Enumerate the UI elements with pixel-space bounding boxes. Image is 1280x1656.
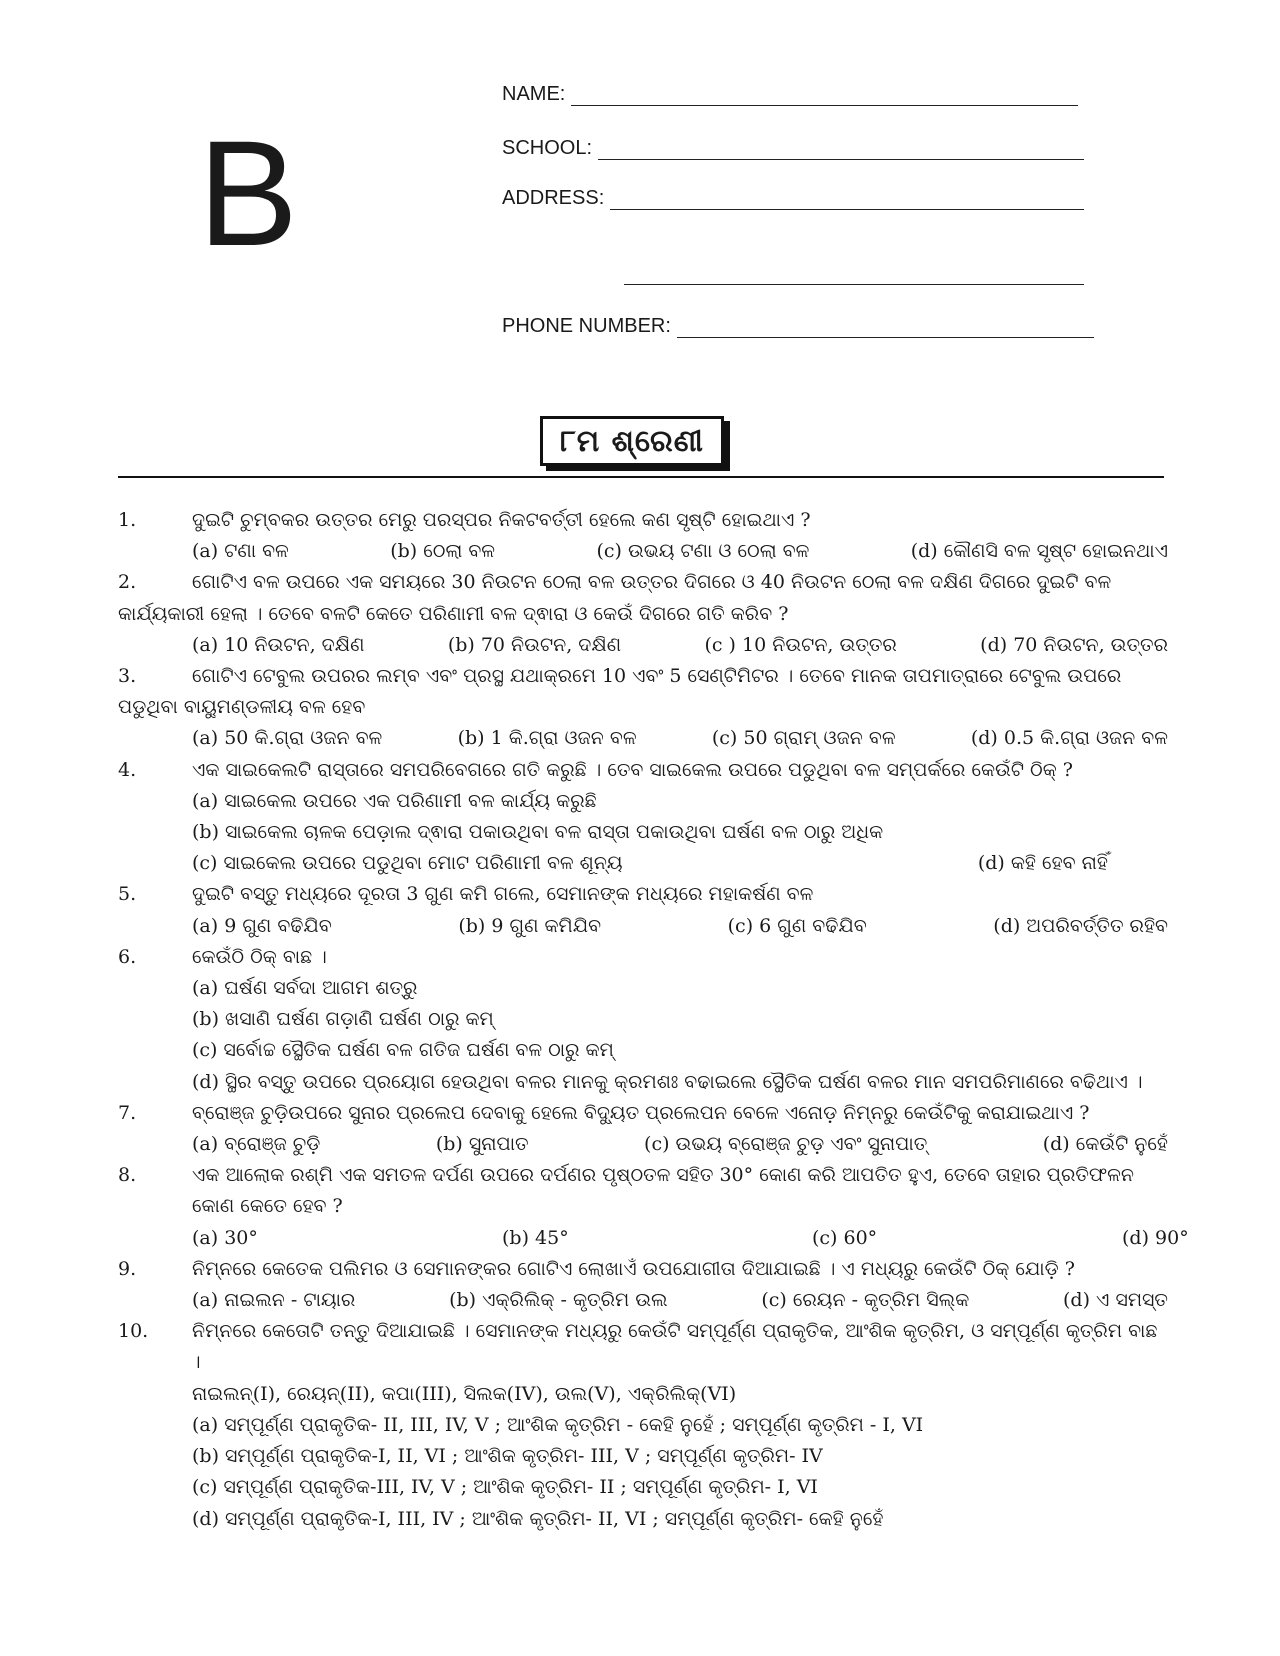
question-text: ଗୋଟିଏ ଟେବୁଲ ଉପରର ଲମ୍ବ ଏବଂ ପ୍ରସ୍ଥ ଯଥାକ୍ରମେ 10 ଏବଂ 5 ସେଣ୍ଟିମିଟର । ତେବେ ମାନକ ତାପମାତ୍ରାରେ ଟେବୁଲ ଉପରେ ପଡୁଥିବା ବାୟୁମଣ୍ଡଳୀୟ ବଳ ହେବ bbox=[118, 665, 1122, 719]
option-c: (c) ସମ୍ପୂର୍ଣ୍ଣ ପ୍ରାକୃତିକ-III, IV, V ; ଆଂଶିକ କୃତ୍ରିମ- II ; ସମ୍ପୂର୍ଣ୍ଣ କୃତ୍ରିମ- I, VI bbox=[192, 1476, 818, 1499]
question-number: 3. bbox=[118, 665, 137, 688]
option-c: (c ) 10 ନିଉଟନ, ଉତ୍ତର bbox=[704, 633, 897, 656]
question bbox=[118, 879, 1168, 941]
name-label: NAME: bbox=[502, 83, 566, 105]
school-label: SCHOOL: bbox=[502, 137, 593, 159]
question-text: ଦୁଇଟି ଚୁମ୍ବକର ଉତ୍ତର ମେରୁ ପରସ୍ପର ନିକଟବର୍ତ୍ତୀ ହେଲେ କଣ ସୃଷ୍ଟି ହୋଇଥାଏ ? bbox=[192, 509, 811, 531]
option-row bbox=[192, 723, 1168, 754]
option-a: (a) 50 କି.ଗ୍ରା ଓଜନ ବଳ bbox=[192, 727, 383, 750]
option-a: (a) ନାଇଲନ - ଟାୟାର bbox=[192, 1289, 356, 1312]
option-b: (b) ଏକ୍ରିଲିକ୍ - କୃତ୍ରିମ ଉଲ bbox=[449, 1289, 668, 1312]
question bbox=[118, 1160, 1189, 1254]
option-b: (b) ସମ୍ପୂର୍ଣ୍ଣ ପ୍ରାକୃତିକ-I, II, VI ; ଆଂଶିକ କୃତ୍ରିମ- III, V ; ସମ୍ପୂର୍ଣ୍ଣ କୃତ୍ରିମ- IV bbox=[192, 1445, 823, 1468]
option-c: (c) ରେୟନ - କୃତ୍ରିମ ସିଲ୍କ bbox=[761, 1289, 970, 1312]
question-text: ଗୋଟିଏ ବଳ ଉପରେ ଏକ ସମୟରେ 30 ନିଉଟନ ଠେଲା ବଳ ଉତ୍ତର ଦିଗରେ ଓ 40 ନିଉଟନ ଠେଲା ବଳ ଦକ୍ଷିଣ ଦିଗରେ ଦୁଇଟି ବଳ କାର୍ଯ୍ୟକାରୀ ହେଲା । ତେବେ ବଳଟି କେତେ ପରିଣାମୀ ବଳ ଦ୍ଵାରା ଓ କେଉଁ ଦିଗରେ ଗତି କରିବ ? bbox=[118, 571, 1112, 625]
question bbox=[118, 1098, 1168, 1160]
question bbox=[118, 942, 1168, 1098]
option-b: (b) ସାଇକେଲ ଚାଳକ ପେଡ଼ାଲ ଦ୍ଵାରା ପକାଉଥିବା ବଳ ରାସ୍ତା ପକାଉଥିବା ଘର୍ଷଣ ବଳ ଠାରୁ ଅଧିକ bbox=[192, 821, 884, 844]
question bbox=[118, 505, 1168, 567]
question-number: 7. bbox=[118, 1101, 137, 1124]
question-number: 9. bbox=[118, 1257, 137, 1280]
option-row bbox=[192, 848, 1168, 879]
option-d: (d) 0.5 କି.ଗ୍ରା ଓଜନ ବଳ bbox=[970, 727, 1168, 750]
question-number: 6. bbox=[118, 945, 137, 968]
option-b: (b) ଖସାଣି ଘର୍ଷଣ ଗଡ଼ାଣି ଘର୍ଷଣ ଠାରୁ କମ୍ bbox=[192, 1008, 494, 1031]
question bbox=[118, 755, 1168, 880]
fibre-list: ନାଇଲନ୍(I), ରେୟନ୍(II), କପା(III), ସିଲକ(IV), ଉଲ(V), ଏକ୍ରିଲିକ୍(VI) bbox=[192, 1382, 737, 1405]
option-b: (b) ଠେଲା ବଳ bbox=[390, 540, 496, 563]
option-b: (b) 45° bbox=[502, 1226, 569, 1249]
option-row bbox=[192, 630, 1168, 661]
question bbox=[118, 1316, 1168, 1534]
question-number: 8. bbox=[118, 1164, 137, 1187]
question-text: କେଉଁଠି ଠିକ୍ ବାଛ । bbox=[192, 945, 327, 968]
phone-label: PHONE NUMBER: bbox=[502, 315, 671, 337]
address-field[interactable] bbox=[502, 184, 1084, 210]
option-d: (d) ଅପରିବର୍ତ୍ତିତ ରହିବ bbox=[993, 914, 1168, 937]
option-d: (d) କୌଣସି ବଳ ସୃଷ୍ଟ ହୋଇନଥାଏ bbox=[910, 540, 1168, 563]
option-d: (d) ସ୍ଥିର ବସ୍ତୁ ଉପରେ ପ୍ରୟୋଗ ହେଉଥିବା ବଳର ମାନକୁ କ୍ରମଶଃ ବଢାଇଲେ ସ୍ଥୈତିକ ଘର୍ଷଣ ବଳର ମାନ ସମପରିମାଣରେ ବଢିଥାଏ । bbox=[192, 1070, 1143, 1093]
option-a: (a) 10 ନିଉଟନ, ଦକ୍ଷିଣ bbox=[192, 633, 365, 656]
set-letter: B bbox=[198, 109, 299, 277]
option-row bbox=[192, 1223, 1189, 1254]
question bbox=[118, 661, 1168, 755]
question-text: ଦୁଇଟି ବସ୍ତୁ ମଧ୍ୟରେ ଦୂରତା 3 ଗୁଣ କମି ଗଲେ, ସେମାନଙ୍କ ମଧ୍ୟରେ ମହାକର୍ଷଣ ବଳ bbox=[192, 883, 814, 906]
question-text: ଏକ ଆଲୋକ ରଶ୍ମି ଏକ ସମତଳ ଦର୍ପଣ ଉପରେ ଦର୍ପଣର ପୃଷ୍ଠତଳ ସହିତ 30° କୋଣ କରି ଆପତିତ ହୁଏ, ତେବେ ତାହାର ପ୍ରତିଫଳନ କୋଣ କେତେ ହେବ ? bbox=[192, 1164, 1134, 1218]
address-blank-line[interactable] bbox=[610, 191, 1084, 210]
question bbox=[118, 1254, 1168, 1316]
option-a: (a) 30° bbox=[192, 1226, 258, 1249]
question-number: 1. bbox=[118, 509, 137, 531]
question-text: ନିମ୍ନରେ କେତୋଟି ତନ୍ତୁ ଦିଆଯାଇଛି । ସେମାନଙ୍କ ମଧ୍ୟରୁ କେଉଁଟି ସମ୍ପୂର୍ଣ୍ଣ ପ୍ରାକୃତିକ, ଆଂଶିକ କୃତ୍ରିମ, ଓ ସମ୍ପୂର୍ଣ୍ଣ କୃତ୍ରିମ ବାଛ । bbox=[192, 1320, 1158, 1374]
option-c: (c) ସାଇକେଲ ଉପରେ ପଡୁଥିବା ମୋଟ ପରିଣାମୀ ବଳ ଶୂନ୍ୟ bbox=[192, 852, 623, 875]
option-c: (c) ସର୍ବୋଚ୍ଚ ସ୍ଥୈତିକ ଘର୍ଷଣ ବଳ ଗତିଜ ଘର୍ଷଣ ବଳ ଠାରୁ କମ୍ bbox=[192, 1039, 614, 1062]
class-title: ୮ମ ଶ୍ରେଣୀ bbox=[540, 416, 724, 466]
option-b: (b) 70 ନିଉଟନ, ଦକ୍ଷିଣ bbox=[447, 633, 622, 656]
phone-blank-line[interactable] bbox=[677, 319, 1094, 338]
option-d: (d) ଏ ସମସ୍ତ bbox=[1063, 1289, 1168, 1312]
option-d: (d) ସମ୍ପୂର୍ଣ୍ଣ ପ୍ରାକୃତିକ-I, III, IV ; ଆଂଶିକ କୃତ୍ରିମ- II, VI ; ସମ୍ପୂର୍ଣ୍ଣ କୃତ୍ରିମ- କେହି ନୁହେଁ bbox=[192, 1507, 884, 1530]
option-b: (b) 9 ଗୁଣ କମିଯିବ bbox=[458, 914, 602, 937]
option-a: (a) 9 ଗୁଣ ବଢିଯିବ bbox=[192, 914, 332, 937]
option-b: (b) 1 କି.ଗ୍ରା ଓଜନ ବଳ bbox=[457, 727, 637, 750]
option-row bbox=[192, 1129, 1168, 1160]
option-c: (c) 50 ଗ୍ରାମ୍ ଓଜନ ବଳ bbox=[711, 727, 896, 750]
option-d: (d) କେଉଁଟି ନୁହେଁ bbox=[1042, 1133, 1168, 1156]
address-second-line[interactable] bbox=[624, 284, 1084, 285]
option-c: (c) 60° bbox=[812, 1226, 878, 1249]
question-text: ଏକ ସାଇକେଲଟି ରାସ୍ତାରେ ସମପରିବେଗରେ ଗତି କରୁଛି । ତେବ ସାଇକେଲ ଉପରେ ପଡୁଥିବା ବଳ ସମ୍ପର୍କରେ କେଉଁଟି ଠିକ୍ ? bbox=[192, 758, 1073, 781]
question-text: ବ୍ରୋଞ୍ଜ ଚୁଡ଼ିଉପରେ ସୁନାର ପ୍ରଲେପ ଦେବାକୁ ହେଲେ ବିଦ୍ୟୁତ ପ୍ରଲେପନ ବେଳେ ଏନୋଡ଼ ନିମ୍ନରୁ କେଉଁଟିକୁ କରାଯାଇଥାଏ ? bbox=[192, 1101, 1090, 1124]
option-b: (b) ସୁନାପାତ bbox=[435, 1133, 529, 1156]
name-field[interactable] bbox=[502, 80, 1078, 106]
option-d: (d) 90° bbox=[1122, 1226, 1189, 1249]
option-a: (a) ବ୍ରୋଞ୍ଜ ଚୁଡ଼ି bbox=[192, 1133, 321, 1156]
option-a: (a) ଟଣା ବଳ bbox=[192, 540, 289, 563]
option-c: (c) ଉଭୟ ବ୍ରୋଞ୍ଜ ଚୁଡ଼ ଏବଂ ସୁନାପାତ୍ bbox=[644, 1133, 928, 1156]
header-divider bbox=[118, 476, 1164, 478]
question-number: 5. bbox=[118, 883, 137, 906]
question-list bbox=[118, 505, 1189, 1535]
question-number: 2. bbox=[118, 571, 137, 594]
option-row bbox=[192, 911, 1168, 942]
option-c: (c) 6 ଗୁଣ ବଢିଯିବ bbox=[727, 914, 867, 937]
address-label: ADDRESS: bbox=[502, 187, 605, 209]
option-a: (a) ସାଇକେଲ ଉପରେ ଏକ ପରିଣାମୀ ବଳ କାର୍ଯ୍ୟ କରୁଛି bbox=[192, 789, 597, 812]
option-row bbox=[192, 1285, 1168, 1316]
question-number: 4. bbox=[118, 758, 137, 781]
school-blank-line[interactable] bbox=[598, 141, 1084, 160]
question-number: 10. bbox=[118, 1320, 149, 1343]
school-field[interactable] bbox=[502, 134, 1084, 160]
phone-field[interactable] bbox=[502, 312, 1094, 338]
option-row bbox=[192, 536, 1168, 567]
question-text: ନିମ୍ନରେ କେତେକ ପଲିମର ଓ ସେମାନଙ୍କର ଗୋଟିଏ ଲୋଖାଏଁ ଉପଯୋଗୀତା ଦିଆଯାଇଛି । ଏ ମଧ୍ୟରୁ କେଉଁଟି ଠିକ୍ ଯୋଡ଼ି ? bbox=[192, 1257, 1075, 1280]
option-a: (a) ସମ୍ପୂର୍ଣ୍ଣ ପ୍ରାକୃତିକ- II, III, IV, V ; ଆଂଶିକ କୃତ୍ରିମ - କେହି ନୁହେଁ ; ସମ୍ପୂର୍ଣ୍ଣ କୃତ୍ରିମ - I, VI bbox=[192, 1413, 924, 1436]
name-blank-line[interactable] bbox=[571, 87, 1078, 106]
question bbox=[118, 567, 1168, 661]
option-d: (d) କହି ହେବ ନାହିଁ bbox=[977, 852, 1108, 875]
option-d: (d) 70 ନିଉଟନ, ଉତ୍ତର bbox=[980, 633, 1168, 656]
option-a: (a) ଘର୍ଷଣ ସର୍ବଦା ଆଗମ ଶତ୍ରୁ bbox=[192, 977, 418, 1000]
option-c: (c) ଉଭୟ ଟଣା ଓ ଠେଲା ବଳ bbox=[596, 540, 810, 563]
